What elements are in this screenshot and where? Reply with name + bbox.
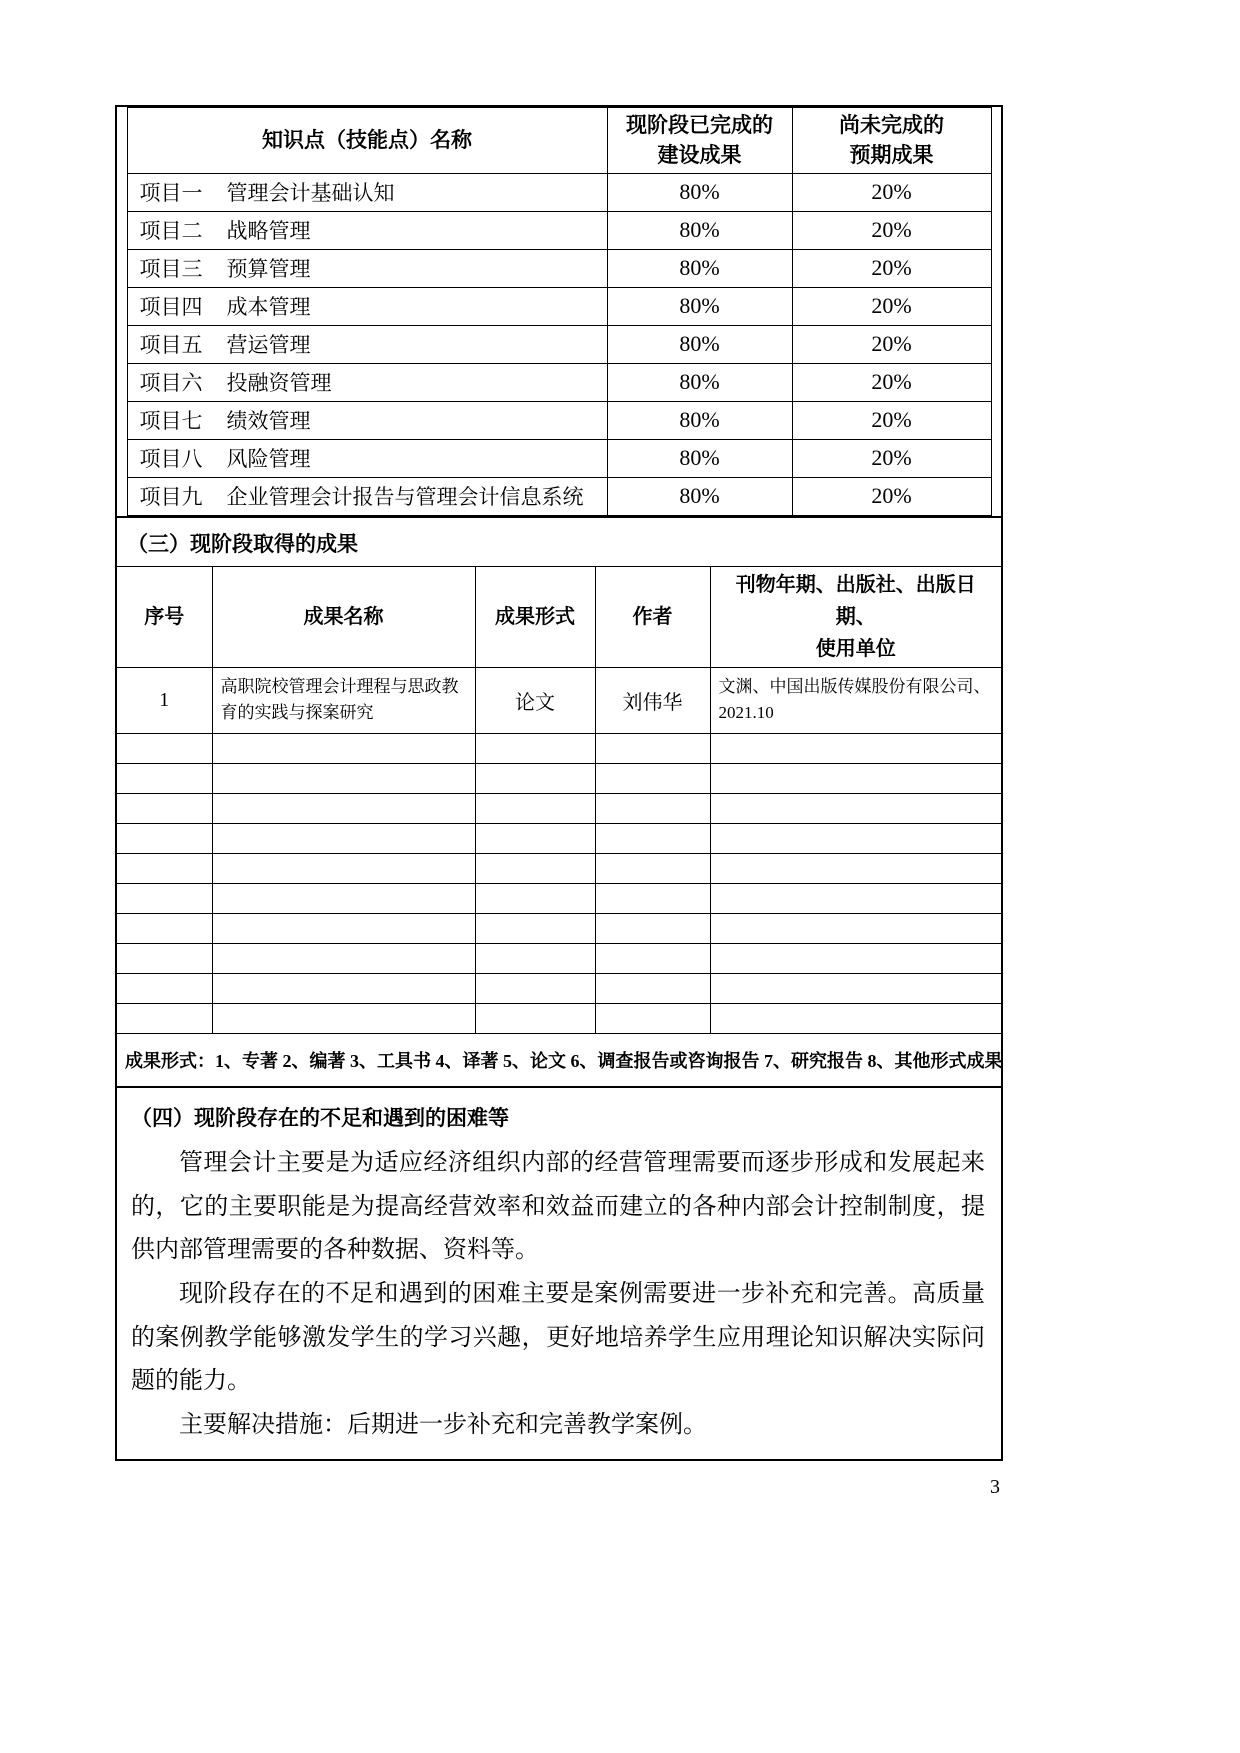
results-empty-row xyxy=(117,1003,1001,1033)
results-empty-row xyxy=(117,883,1001,913)
result-name-cell: 高职院校管理会计理程与思政教育的实践与探案研究 xyxy=(212,667,475,733)
remaining-cell: 20% xyxy=(792,249,991,287)
remaining-cell: 20% xyxy=(792,401,991,439)
empty-cell xyxy=(475,913,595,943)
results-empty-row xyxy=(117,973,1001,1003)
knowledge-table-row xyxy=(127,211,991,249)
knowledge-table-header xyxy=(127,108,991,174)
achievements-table xyxy=(117,567,1001,1033)
completed-cell: 80% xyxy=(607,211,792,249)
completed-cell: 80% xyxy=(607,477,792,515)
completed-cell: 80% xyxy=(607,287,792,325)
result-author-cell: 刘伟华 xyxy=(595,667,710,733)
empty-cell xyxy=(710,1003,1001,1033)
empty-cell xyxy=(117,733,212,763)
completed-cell: 80% xyxy=(607,249,792,287)
completed-cell: 80% xyxy=(607,401,792,439)
header-remaining xyxy=(792,108,991,174)
project-label: 项目二 xyxy=(139,219,203,244)
project-label: 项目六 xyxy=(139,371,203,396)
empty-cell xyxy=(710,823,1001,853)
remaining-cell: 20% xyxy=(792,211,991,249)
header-author: 作者 xyxy=(595,567,710,668)
remaining-cell: 20% xyxy=(792,173,991,211)
completed-cell: 80% xyxy=(607,325,792,363)
empty-cell xyxy=(595,883,710,913)
header-publication-line2: 使用单位 xyxy=(815,637,896,660)
knowledge-point-cell xyxy=(127,363,607,401)
achievements-header-row xyxy=(117,567,1001,668)
empty-cell xyxy=(117,943,212,973)
page-number: 3 xyxy=(990,1476,1000,1498)
empty-cell xyxy=(117,1003,212,1033)
empty-cell xyxy=(212,913,475,943)
knowledge-point-table xyxy=(127,107,992,516)
header-serial-no: 序号 xyxy=(117,567,212,668)
project-label: 项目八 xyxy=(139,447,203,472)
remaining-cell: 20% xyxy=(792,477,991,515)
results-empty-row xyxy=(117,733,1001,763)
knowledge-point-cell xyxy=(127,211,607,249)
empty-cell xyxy=(475,823,595,853)
knowledge-table-row xyxy=(127,363,991,401)
knowledge-point-cell xyxy=(127,249,607,287)
remaining-cell: 20% xyxy=(792,287,991,325)
knowledge-header-row xyxy=(127,108,991,174)
empty-cell xyxy=(595,733,710,763)
project-label: 项目七 xyxy=(139,409,203,434)
empty-cell xyxy=(117,973,212,1003)
results-empty-row xyxy=(117,763,1001,793)
header-completed-line1: 现阶段已完成的 xyxy=(626,113,773,137)
result-no-cell: 1 xyxy=(117,667,212,733)
empty-cell xyxy=(212,943,475,973)
empty-cell xyxy=(595,823,710,853)
empty-cell xyxy=(710,943,1001,973)
result-form-cell: 论文 xyxy=(475,667,595,733)
knowledge-point-cell xyxy=(127,173,607,211)
project-label: 项目一 xyxy=(139,181,203,206)
project-name: 风险管理 xyxy=(226,447,311,472)
knowledge-table-row xyxy=(127,325,991,363)
knowledge-point-cell xyxy=(127,477,607,515)
results-empty-rows xyxy=(117,733,1001,1033)
empty-cell xyxy=(710,853,1001,883)
project-name: 战略管理 xyxy=(226,219,311,244)
project-label: 项目四 xyxy=(139,295,203,320)
empty-cell xyxy=(117,853,212,883)
results-empty-row xyxy=(117,853,1001,883)
empty-cell xyxy=(710,733,1001,763)
empty-cell xyxy=(475,793,595,823)
empty-cell xyxy=(475,853,595,883)
achievements-table-header xyxy=(117,567,1001,668)
achievements-table-body xyxy=(117,667,1001,733)
header-result-form: 成果形式 xyxy=(475,567,595,668)
empty-cell xyxy=(710,973,1001,1003)
empty-cell xyxy=(475,1003,595,1033)
form-frame xyxy=(115,105,1003,1461)
empty-cell xyxy=(475,763,595,793)
header-remaining-line2: 预期成果 xyxy=(849,143,934,168)
empty-cell xyxy=(595,943,710,973)
remaining-cell: 20% xyxy=(792,325,991,363)
project-name: 绩效管理 xyxy=(226,409,311,434)
knowledge-table-row xyxy=(127,173,991,211)
knowledge-table-row xyxy=(127,439,991,477)
header-knowledge-point: 知识点（技能点）名称 xyxy=(127,108,607,174)
completed-cell: 80% xyxy=(607,173,792,211)
knowledge-table-row xyxy=(127,249,991,287)
empty-cell xyxy=(595,853,710,883)
empty-cell xyxy=(212,883,475,913)
difficulties-paragraph: 现阶段存在的不足和遇到的困难主要是案例需要进一步补充和完善。高质量的案例教学能够激发学生的学习兴趣，更好地培养学生应用理论知识解决实际问题的能力。 xyxy=(131,1281,985,1395)
empty-cell xyxy=(212,793,475,823)
section-achievements-title: （三）现阶段取得的成果 xyxy=(117,518,1001,567)
empty-cell xyxy=(595,793,710,823)
results-empty-row xyxy=(117,943,1001,973)
header-result-name: 成果名称 xyxy=(212,567,475,668)
knowledge-table-row xyxy=(127,287,991,325)
difficulties-paragraph: 管理会计主要是为适应经济组织内部的经营管理需要而逐步形成和发展起来的，它的主要职能是为提高经营效率和效益而建立的各种内部会计控制制度，提供内部管理需要的各种数据、资料等。 xyxy=(131,1150,985,1264)
empty-cell xyxy=(117,793,212,823)
knowledge-table-row xyxy=(127,477,991,515)
result-publication-cell: 文渊、中国出版传媒股份有限公司、2021.10 xyxy=(710,667,1001,733)
knowledge-point-cell xyxy=(127,401,607,439)
section-difficulties xyxy=(117,1086,1001,1458)
results-empty-row xyxy=(117,913,1001,943)
project-name: 预算管理 xyxy=(226,257,311,282)
empty-cell xyxy=(212,1003,475,1033)
empty-cell xyxy=(475,973,595,1003)
knowledge-table-body xyxy=(127,173,991,515)
project-name: 投融资管理 xyxy=(226,371,332,396)
empty-cell xyxy=(212,973,475,1003)
empty-cell xyxy=(475,883,595,913)
header-remaining-line1: 尚未完成的 xyxy=(839,113,944,137)
results-empty-row xyxy=(117,793,1001,823)
empty-cell xyxy=(117,763,212,793)
header-completed-line2: 建设成果 xyxy=(657,143,742,168)
empty-cell xyxy=(212,733,475,763)
empty-cell xyxy=(117,913,212,943)
header-completed xyxy=(607,108,792,174)
project-name: 企业管理会计报告与管理会计信息系统 xyxy=(226,485,584,510)
knowledge-point-cell xyxy=(127,325,607,363)
section-difficulties-title: （四）现阶段存在的不足和遇到的困难等 xyxy=(131,1106,509,1131)
remaining-cell: 20% xyxy=(792,439,991,477)
knowledge-point-cell xyxy=(127,439,607,477)
empty-cell xyxy=(117,883,212,913)
section-achievements xyxy=(117,516,1001,1086)
empty-cell xyxy=(710,883,1001,913)
empty-cell xyxy=(212,853,475,883)
empty-cell xyxy=(212,763,475,793)
completed-cell: 80% xyxy=(607,363,792,401)
result-form-legend: 成果形式：1、专著 2、编著 3、工具书 4、译著 5、论文 6、调查报告或咨询报告 7、研究报告 8、其他形式成果 xyxy=(117,1033,1001,1086)
empty-cell xyxy=(595,763,710,793)
empty-cell xyxy=(595,1003,710,1033)
project-name: 管理会计基础认知 xyxy=(226,181,395,206)
remaining-cell: 20% xyxy=(792,363,991,401)
empty-cell xyxy=(710,763,1001,793)
empty-cell xyxy=(117,823,212,853)
empty-cell xyxy=(475,943,595,973)
empty-cell xyxy=(710,913,1001,943)
empty-cell xyxy=(595,973,710,1003)
empty-cell xyxy=(710,793,1001,823)
header-publication xyxy=(710,567,1001,668)
project-name: 营运管理 xyxy=(226,333,311,358)
result-row xyxy=(117,667,1001,733)
completed-cell: 80% xyxy=(607,439,792,477)
empty-cell xyxy=(475,733,595,763)
knowledge-point-cell xyxy=(127,287,607,325)
results-empty-row xyxy=(117,823,1001,853)
header-publication-line1: 刊物年期、出版社、出版日期、 xyxy=(735,573,976,628)
project-label: 项目三 xyxy=(139,257,203,282)
empty-cell xyxy=(212,823,475,853)
project-label: 项目五 xyxy=(139,333,203,358)
knowledge-table-row xyxy=(127,401,991,439)
project-label: 项目九 xyxy=(139,485,203,510)
project-name: 成本管理 xyxy=(226,295,311,320)
empty-cell xyxy=(595,913,710,943)
difficulties-paragraph: 主要解决措施：后期进一步补充和完善教学案例。 xyxy=(179,1412,707,1439)
